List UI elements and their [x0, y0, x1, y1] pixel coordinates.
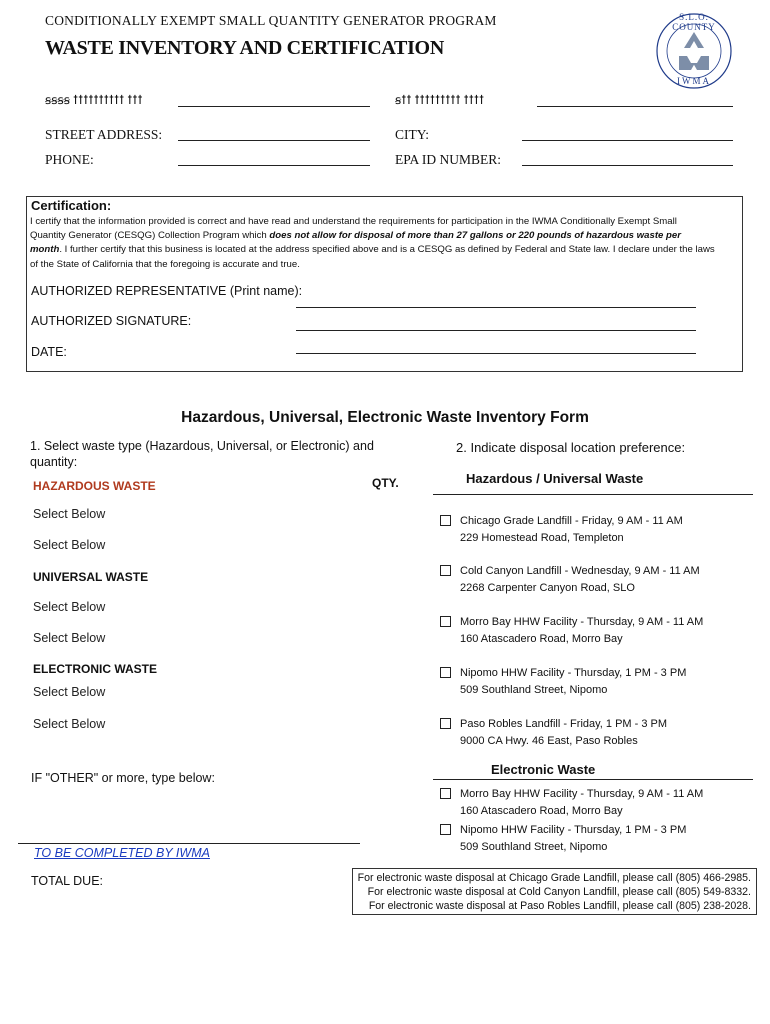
location-checkbox-morro-bay[interactable] — [440, 616, 451, 627]
electronic-waste-heading: ELECTRONIC WASTE — [33, 662, 158, 676]
electronic-select-1[interactable]: Select Below — [33, 685, 106, 699]
certification-limit-text: does not allow for disposal of more than 27 gallons or 220 pounds of hazardous waste per month — [30, 230, 681, 256]
location-chicago-grade-hours: Chicago Grade Landfill - Friday, 9 AM - 11 AM — [460, 515, 683, 527]
hazardous-select-2[interactable]: Select Below — [33, 538, 106, 552]
authorized-signature-label: AUTHORIZED SIGNATURE: — [31, 314, 192, 328]
location-checkbox-paso-robles[interactable] — [440, 718, 451, 729]
total-due-label: TOTAL DUE: — [31, 874, 104, 888]
location-morro-bay — [460, 614, 703, 647]
business-name-label: ꞩꞩꞩꞩ ꝉꝉꝉꝉꝉꝉꝉꝉꝉꝉ ꝉꝉꝉ — [45, 93, 143, 107]
e-location-nipomo-address: 509 Southland Street, Nipomo — [460, 840, 608, 853]
form-title: WASTE INVENTORY AND CERTIFICATION — [45, 37, 444, 59]
certification-text-part2: . I further certify that this business is located at the address specified above and is a CESQG as defined by Federal and State law. I declare under the laws of the State of California that the foregoing is accurate and true. — [30, 244, 715, 270]
date-label: DATE: — [31, 345, 67, 359]
electronic-contact-notes — [354, 871, 751, 913]
authorized-rep-field[interactable] — [296, 307, 696, 308]
step1-instruction: 1. Select waste type (Hazardous, Universal, or Electronic) and quantity: — [30, 439, 374, 469]
street-address-field[interactable] — [178, 140, 370, 141]
e-location-checkbox-morro-bay[interactable] — [440, 788, 451, 799]
location-cold-canyon-address: 2268 Carpenter Canyon Road, SLO — [460, 581, 635, 594]
location-chicago-grade-address: 229 Homestead Road, Templeton — [460, 531, 624, 544]
location-paso-robles — [460, 716, 667, 749]
authorized-rep-label: AUTHORIZED REPRESENTATIVE (Print name): — [31, 284, 303, 298]
epa-id-label: EPA ID NUMBER: — [395, 152, 502, 167]
universal-waste-heading: UNIVERSAL WASTE — [33, 570, 149, 584]
step2-instruction: 2. Indicate disposal location preference: — [456, 440, 686, 455]
location-checkbox-nipomo[interactable] — [440, 667, 451, 678]
other-instruction: IF "OTHER" or more, type below: — [31, 771, 215, 785]
program-title: CONDITIONALLY EXEMPT SMALL QUANTITY GENERATOR PROGRAM — [45, 13, 497, 28]
location-nipomo — [460, 665, 686, 698]
contact-name-field[interactable] — [537, 106, 733, 107]
e-location-nipomo — [460, 822, 686, 855]
street-address-label: STREET ADDRESS: — [45, 127, 163, 142]
electronic-waste-location-heading: Electronic Waste — [491, 762, 596, 777]
electronic-heading-rule — [433, 779, 753, 780]
universal-select-1[interactable]: Select Below — [33, 600, 106, 614]
hazardous-waste-heading: HAZARDOUS WASTE — [33, 479, 156, 493]
location-nipomo-address: 509 Southland Street, Nipomo — [460, 683, 608, 696]
location-nipomo-hours: Nipomo HHW Facility - Thursday, 1 PM - 3 PM — [460, 667, 687, 679]
e-location-checkbox-nipomo[interactable] — [440, 824, 451, 835]
hazardous-universal-heading: Hazardous / Universal Waste — [466, 471, 644, 486]
location-cold-canyon — [460, 563, 700, 596]
phone-field[interactable] — [178, 165, 370, 166]
date-field[interactable] — [296, 353, 696, 354]
note-cold-canyon: For electronic waste disposal at Cold Canyon Landfill, please call (805) 549-8332. — [367, 886, 751, 898]
business-name-field[interactable] — [178, 106, 370, 107]
e-location-morro-bay — [460, 786, 703, 819]
epa-id-field[interactable] — [522, 165, 733, 166]
location-chicago-grade — [460, 513, 683, 546]
e-location-morro-bay-address: 160 Atascadero Road, Morro Bay — [460, 804, 623, 817]
location-paso-robles-hours: Paso Robles Landfill - Friday, 1 PM - 3 PM — [460, 718, 668, 730]
slo-county-iwma-logo — [655, 12, 733, 90]
inventory-form-title: Hazardous, Universal, Electronic Waste Inventory Form — [181, 409, 589, 426]
contact-name-label: ꞩꝉꝉ ꝉꝉꝉꝉꝉꝉꝉꝉꝉ ꝉꝉꝉꝉ — [395, 93, 485, 107]
city-field[interactable] — [522, 140, 733, 141]
certification-heading: Certification: — [31, 198, 112, 213]
note-chicago-grade: For electronic waste disposal at Chicago Grade Landfill, please call (805) 466-2985. — [357, 872, 751, 884]
universal-select-2[interactable]: Select Below — [33, 631, 106, 645]
other-field[interactable] — [18, 843, 360, 844]
note-paso-robles: For electronic waste disposal at Paso Robles Landfill, please call (805) 238-2028. — [368, 900, 751, 912]
location-morro-bay-address: 160 Atascadero Road, Morro Bay — [460, 632, 623, 645]
phone-label: PHONE: — [45, 152, 94, 167]
location-morro-bay-hours: Morro Bay HHW Facility - Thursday, 9 AM - 11 AM — [460, 616, 704, 628]
e-location-morro-bay-hours: Morro Bay HHW Facility - Thursday, 9 AM - 11 AM — [460, 788, 704, 800]
electronic-select-2[interactable]: Select Below — [33, 717, 106, 731]
certification-text — [30, 215, 715, 272]
iwma-section-link: TO BE COMPLETED BY IWMA — [34, 846, 210, 860]
city-label: CITY: — [395, 127, 430, 142]
logo-top-text: S.L.O. COUNTY — [672, 12, 716, 32]
authorized-signature-field[interactable] — [296, 330, 696, 331]
location-cold-canyon-hours: Cold Canyon Landfill - Wednesday, 9 AM - 11 AM — [460, 565, 700, 577]
location-checkbox-cold-canyon[interactable] — [440, 565, 451, 576]
location-checkbox-chicago-grade[interactable] — [440, 515, 451, 526]
qty-heading: QTY. — [372, 476, 399, 490]
certification-text-part1: I certify that the information provided is correct and have read and understand the requirements for participation in the IWMA Conditionally Exempt Small Quantity Generator (CESQG) Collection Program which — [30, 216, 677, 242]
hu-heading-rule — [433, 494, 753, 495]
location-paso-robles-address: 9000 CA Hwy. 46 East, Paso Robles — [460, 734, 638, 747]
hazardous-select-1[interactable]: Select Below — [33, 507, 106, 521]
e-location-nipomo-hours: Nipomo HHW Facility - Thursday, 1 PM - 3 PM — [460, 824, 687, 836]
logo-bottom-text: IWMA — [677, 76, 711, 86]
